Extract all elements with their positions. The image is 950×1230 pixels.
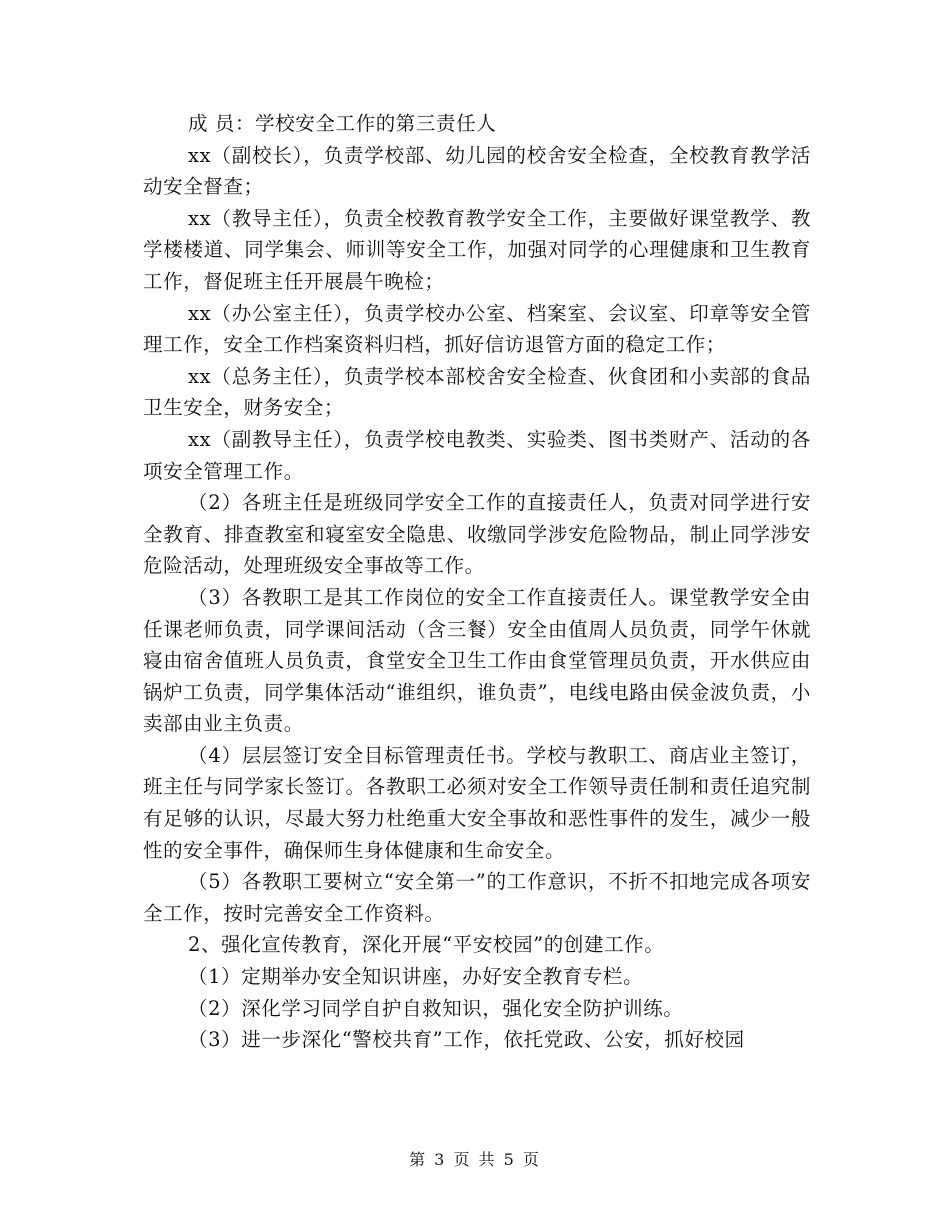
paragraph-section-2-item-3: （3）进一步深化“警校共育”工作，依托党政、公安，抓好校园 [188,1028,745,1052]
paragraph-general-affairs: xx（总务主任），负责学校本部校舍安全检查、伙食团和小卖部的食品卫生安全，财务安全； [143,364,811,420]
paragraph-item-4: （4）层层签订安全目标管理责任书。学校与教职工、商店业主签订，班主任与同学家长签订。各教职工必须对安全工作领导责任制和责任追究制有足够的认识，尽最大努力杜绝重大安全事故和恶性事件的发生，减少一般性的安全事件，确保师生身体健康和生命安全。 [143,743,811,862]
paragraph-section-2: 2、强化宣传教育，深化开展“平安校园”的创建工作。 [188,933,665,957]
paragraph-vice-principal: xx（副校长），负责学校部、幼儿园的校舍安全检查，全校教育教学活动安全督查； [143,143,811,199]
paragraph-section-2-item-2: （2）深化学习同学自护自救知识，强化安全防护训练。 [188,996,684,1020]
paragraph-office-director: xx（办公室主任），负责学校办公室、档案室、会议室、印章等安全管理工作，安全工作档案资料归档，抓好信访退管方面的稳定工作； [143,301,811,357]
paragraph-item-3: （3）各教职工是其工作岗位的安全工作直接责任人。课堂教学安全由任课老师负责，同学课间活动（含三餐）安全由值周人员负责，同学午休就寝由宿舍值班人员负责，食堂安全卫生工作由食堂管理员负责，开水供应由锅炉工负责，同学集体活动“谁组织，谁负责”，电线电路由侯金波负责，小卖部由业主负责。 [143,585,811,736]
paragraph-item-5: （5）各教职工要树立“安全第一”的工作意识，不折不扣地完成各项安全工作，按时完善安全工作资料。 [143,870,811,925]
paragraph-item-2: （2）各班主任是班级同学安全工作的直接责任人，负责对同学进行安全教育、排查教室和寝室安全隐患、收缴同学涉安危险物品，制止同学涉安危险活动，处理班级安全事故等工作。 [143,491,811,578]
page-number-footer: 第 3 页 共 5 页 [409,1150,541,1169]
paragraph-section-2-item-1: （1）定期举办安全知识讲座，办好安全教育专栏。 [188,965,644,989]
document-body [143,108,811,1056]
paragraph-vice-dean: xx（副教导主任），负责学校电教类、实验类、图书类财产、活动的各项安全管理工作。 [143,427,811,483]
paragraph-members: 成 员：学校安全工作的第三责任人 [188,112,497,135]
paragraph-dean: xx（教导主任），负责全校教育教学安全工作，主要做好课堂教学、教学楼楼道、同学集会、师训等安全工作，加强对同学的心理健康和卫生教育工作，督促班主任开展晨午晚检； [143,206,811,293]
